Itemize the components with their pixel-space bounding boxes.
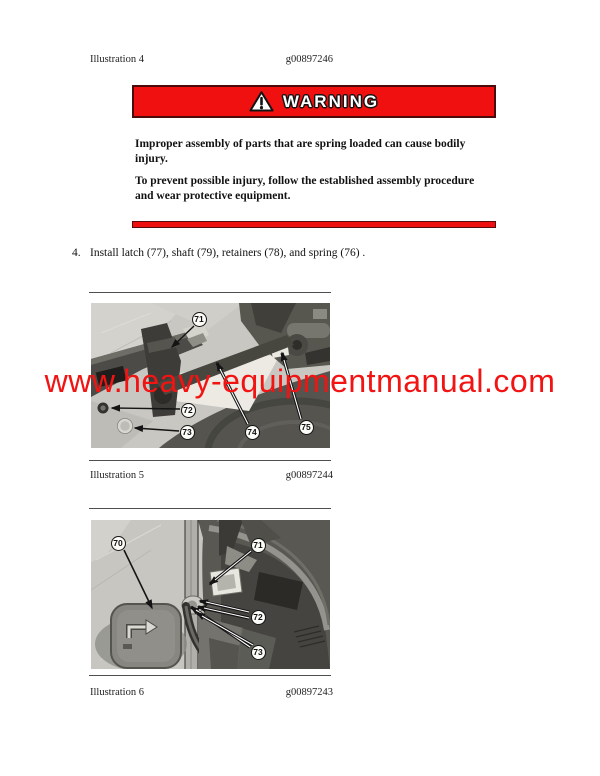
callout-72 <box>181 403 196 418</box>
figure5-bottom-rule <box>89 460 331 461</box>
figure6-photo <box>91 520 330 669</box>
warning-paragraph-1 <box>135 137 465 166</box>
illustration-code: g00897244 <box>285 470 333 481</box>
callout-71 <box>192 312 207 327</box>
callout-74 <box>245 425 260 440</box>
caption-illustration-5 <box>90 470 333 482</box>
warning-title: WARNING <box>282 91 380 111</box>
callout-73 <box>180 425 195 440</box>
illustration-label: Illustration 5 <box>90 470 144 481</box>
step-text: Install latch (77), shaft (79), retainers (78), and spring (76) . <box>90 247 366 259</box>
warning-p1-line2: injury. <box>135 152 168 165</box>
watermark-text: www.heavy-equipmentmanual.com <box>44 363 556 399</box>
callout-75-label: 75 <box>301 422 311 432</box>
illustration-label: Illustration 6 <box>90 687 144 698</box>
figure6-bottom-rule <box>89 675 331 676</box>
callout-73 <box>251 645 266 660</box>
callout-75 <box>299 420 314 435</box>
caption-illustration-4 <box>90 54 333 66</box>
callout-74-label: 74 <box>247 427 257 437</box>
callout-70 <box>111 536 126 551</box>
callout-70-label: 70 <box>113 538 123 548</box>
warning-p1-line1: Improper assembly of parts that are spring loaded can cause bodily <box>135 138 466 150</box>
step-4 <box>72 246 365 260</box>
caption-illustration-6 <box>90 687 333 699</box>
step-number: 4. <box>72 247 81 259</box>
figure6-top-rule <box>89 508 331 509</box>
callout-72-label: 72 <box>253 612 263 622</box>
warning-p2-line2: and wear protective equipment. <box>135 189 291 202</box>
callout-71-label: 71 <box>253 540 263 550</box>
callout-71-label: 71 <box>194 314 204 324</box>
illustration-code: g00897243 <box>285 687 333 698</box>
callout-72 <box>251 610 266 625</box>
warning-triangle-icon <box>249 91 274 112</box>
figure5-top-rule <box>89 292 331 293</box>
warning-end-bar <box>132 221 496 228</box>
warning-paragraph-2 <box>135 174 474 203</box>
illustration-code: g00897246 <box>285 54 333 65</box>
callout-73-label: 73 <box>182 427 192 437</box>
callout-73-label: 73 <box>253 647 263 657</box>
callout-71 <box>251 538 266 553</box>
illustration-label: Illustration 4 <box>90 54 144 65</box>
callout-72-label: 72 <box>183 405 193 415</box>
warning-p2-line1: To prevent possible injury, follow the established assembly procedure <box>135 175 475 187</box>
figure6-photo-drawing <box>91 520 330 669</box>
warning-banner <box>132 85 496 118</box>
